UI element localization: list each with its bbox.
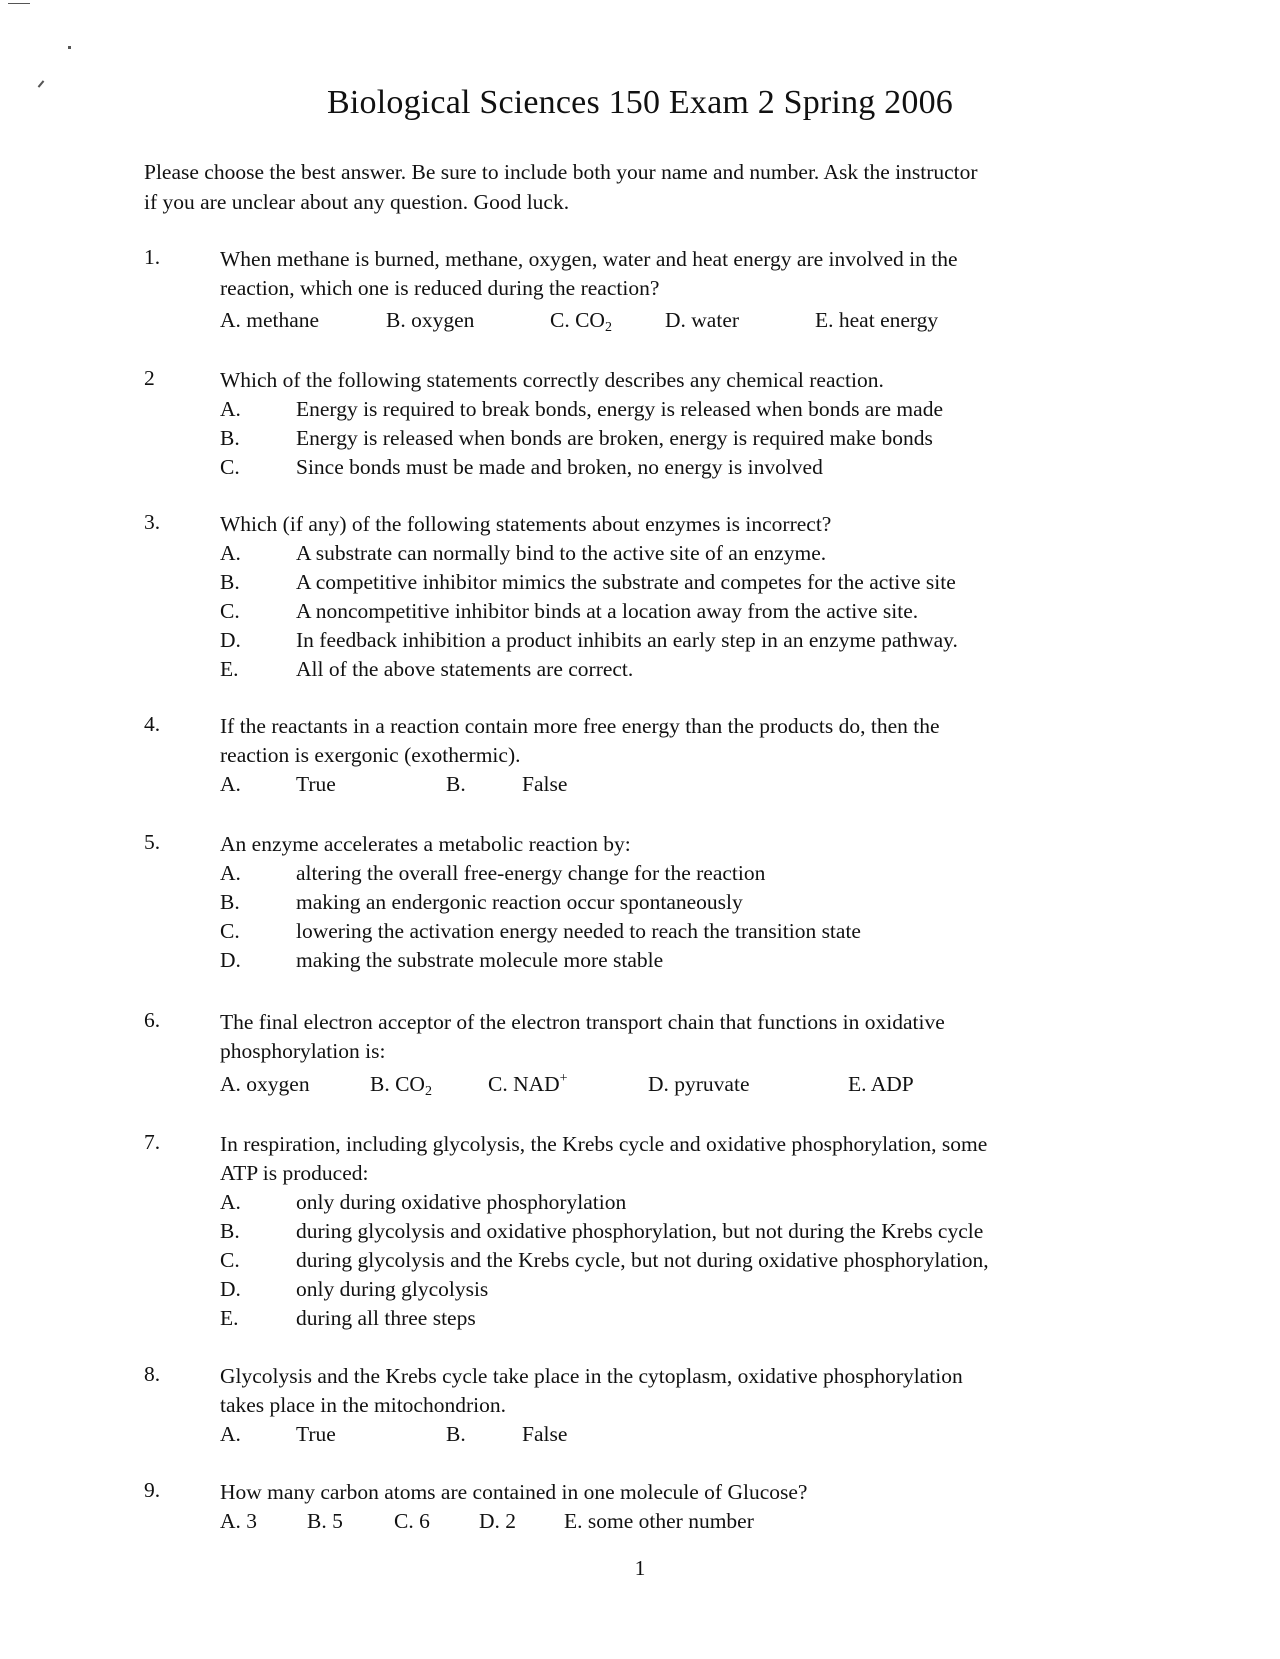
question-line: reaction, which one is reduced during the reaction? (220, 276, 660, 300)
option-letter: E. (220, 657, 239, 681)
inline-options (220, 1420, 720, 1449)
option-b[interactable] (220, 1217, 1140, 1246)
option-d[interactable] (220, 946, 1140, 975)
option-text: In feedback inhibition a product inhibits an early step in an enzyme pathway. (296, 628, 958, 652)
option-letter: A. (220, 541, 241, 565)
instructions-line-2: if you are unclear about any question. Good luck. (144, 190, 570, 214)
option-text: A substrate can normally bind to the active site of an enzyme. (296, 541, 827, 565)
option-d[interactable]: D. water (665, 308, 740, 332)
options-list (220, 539, 1140, 684)
option-letter: C. (220, 455, 240, 479)
option-text: during glycolysis and the Krebs cycle, but not during oxidative phosphorylation, (296, 1248, 989, 1272)
question-number: 3. (144, 510, 161, 534)
option-e[interactable] (220, 1304, 1140, 1333)
option-b[interactable] (220, 424, 1140, 453)
option-b[interactable]: B. oxygen (386, 308, 475, 332)
option-d[interactable] (220, 1275, 1140, 1304)
question-number: 1. (144, 245, 161, 269)
option-text: Energy is released when bonds are broken, energy is required make bonds (296, 426, 933, 450)
option-e[interactable]: E. ADP (848, 1072, 914, 1096)
inline-options (220, 770, 720, 799)
question-line: takes place in the mitochondrion. (220, 1393, 506, 1417)
superscript: + (559, 1071, 568, 1086)
option-c[interactable] (220, 453, 1140, 482)
option-b-text: B. CO (370, 1072, 425, 1096)
option-text: Since bonds must be made and broken, no energy is involved (296, 455, 823, 479)
question-text (220, 1008, 1140, 1066)
inline-options (220, 1070, 914, 1099)
option-text: during glycolysis and oxidative phosphorylation, but not during the Krebs cycle (296, 1219, 984, 1243)
option-text: lowering the activation energy needed to reach the transition state (296, 919, 861, 943)
option-letter: A. (220, 397, 241, 421)
option-c[interactable] (220, 917, 1140, 946)
options-list (220, 395, 1140, 482)
option-c[interactable] (550, 306, 665, 335)
option-d[interactable]: D. pyruvate (648, 1072, 750, 1096)
option-d[interactable] (220, 626, 1140, 655)
question-number: 9. (144, 1478, 161, 1502)
option-b[interactable] (370, 1070, 488, 1099)
question-number: 8. (144, 1362, 161, 1386)
option-c[interactable] (488, 1070, 648, 1099)
option-text: All of the above statements are correct. (296, 657, 634, 681)
question-number: 4. (144, 712, 161, 736)
scan-mark (68, 46, 71, 49)
option-text: only during oxidative phosphorylation (296, 1190, 627, 1214)
option-a-letter[interactable]: A. (220, 772, 241, 796)
option-a-letter[interactable]: A. (220, 1422, 241, 1446)
option-b[interactable] (220, 568, 1140, 597)
option-letter: C. (220, 599, 240, 623)
question-line: ATP is produced: (220, 1161, 369, 1185)
option-letter: B. (220, 570, 240, 594)
exam-title: Biological Sciences 150 Exam 2 Spring 2006 (327, 84, 953, 121)
question-text: Which (if any) of the following statements about enzymes is incorrect? (220, 512, 832, 536)
question-text (220, 1362, 1140, 1420)
option-letter: A. (220, 861, 241, 885)
question-line: In respiration, including glycolysis, the Krebs cycle and oxidative phosphorylation, some (220, 1132, 988, 1156)
option-e[interactable] (220, 655, 1140, 684)
option-text: making an endergonic reaction occur spontaneously (296, 890, 743, 914)
option-letter: B. (220, 1219, 240, 1243)
option-text: Energy is required to break bonds, energy is released when bonds are made (296, 397, 943, 421)
page-number: 1 (634, 1556, 646, 1580)
option-b[interactable] (220, 888, 1140, 917)
option-a-text[interactable]: True (296, 772, 336, 796)
option-b-text[interactable]: False (522, 1422, 568, 1446)
option-a[interactable]: A. 3 (220, 1509, 258, 1533)
option-letter: B. (220, 426, 240, 450)
option-letter: C. (220, 919, 240, 943)
option-c-text: C. CO (550, 308, 605, 332)
option-a[interactable] (220, 539, 1140, 568)
option-d[interactable]: D. 2 (479, 1509, 517, 1533)
question-line: reaction is exergonic (exothermic). (220, 743, 521, 767)
option-a-text[interactable]: True (296, 1422, 336, 1446)
option-b-text[interactable]: False (522, 772, 568, 796)
option-c-text: C. NAD (488, 1072, 560, 1096)
question-line: When methane is burned, methane, oxygen, water and heat energy are involved in the (220, 247, 958, 271)
option-letter: D. (220, 948, 241, 972)
question-text: How many carbon atoms are contained in one molecule of Glucose? (220, 1480, 808, 1504)
option-a[interactable] (220, 859, 1140, 888)
option-c[interactable] (220, 1246, 1140, 1275)
option-c[interactable] (220, 597, 1140, 626)
question-text: Which of the following statements correctly describes any chemical reaction. (220, 368, 884, 392)
options-list (220, 1188, 1140, 1333)
question-text: An enzyme accelerates a metabolic reaction by: (220, 832, 631, 856)
subscript: 2 (424, 1084, 432, 1099)
option-text: during all three steps (296, 1306, 476, 1330)
option-letter: A. (220, 1190, 241, 1214)
instructions-line-1: Please choose the best answer. Be sure to include both your name and number. Ask the instructor (144, 160, 978, 184)
scan-mark (8, 3, 30, 4)
subscript: 2 (604, 320, 612, 335)
option-text: A competitive inhibitor mimics the substrate and competes for the active site (296, 570, 956, 594)
option-c[interactable]: C. 6 (394, 1509, 430, 1533)
option-a[interactable] (220, 395, 1140, 424)
question-text (220, 245, 1140, 303)
option-a[interactable]: A. oxygen (220, 1072, 310, 1096)
question-number: 5. (144, 830, 161, 854)
question-number: 2 (144, 366, 155, 390)
question-line: Glycolysis and the Krebs cycle take place in the cytoplasm, oxidative phosphorylation (220, 1364, 963, 1388)
question-text (220, 1130, 1140, 1188)
option-e[interactable]: E. heat energy (815, 308, 939, 332)
option-b-letter[interactable]: B. (446, 1422, 466, 1446)
option-e[interactable]: E. some other number (564, 1509, 754, 1533)
question-line: If the reactants in a reaction contain more free energy than the products do, then the (220, 714, 940, 738)
options-list (220, 859, 1140, 975)
option-letter: C. (220, 1248, 240, 1272)
option-text: altering the overall free-energy change for the reaction (296, 861, 766, 885)
option-letter: B. (220, 890, 240, 914)
option-b[interactable]: B. 5 (307, 1509, 343, 1533)
question-number: 7. (144, 1130, 161, 1154)
option-b-letter[interactable]: B. (446, 772, 466, 796)
option-text: making the substrate molecule more stable (296, 948, 664, 972)
option-letter: E. (220, 1306, 239, 1330)
question-text (220, 712, 1140, 770)
option-a[interactable] (220, 1188, 1140, 1217)
inline-options (220, 306, 938, 335)
option-text: only during glycolysis (296, 1277, 489, 1301)
inline-options (220, 1507, 754, 1536)
option-a[interactable]: A. methane (220, 308, 320, 332)
option-letter: D. (220, 1277, 241, 1301)
option-text: A noncompetitive inhibitor binds at a location away from the active site. (296, 599, 919, 623)
question-number: 6. (144, 1008, 161, 1032)
option-letter: D. (220, 628, 241, 652)
question-line: phosphorylation is: (220, 1039, 386, 1063)
question-line: The final electron acceptor of the electron transport chain that functions in oxidative (220, 1010, 945, 1034)
instructions (144, 157, 1144, 217)
